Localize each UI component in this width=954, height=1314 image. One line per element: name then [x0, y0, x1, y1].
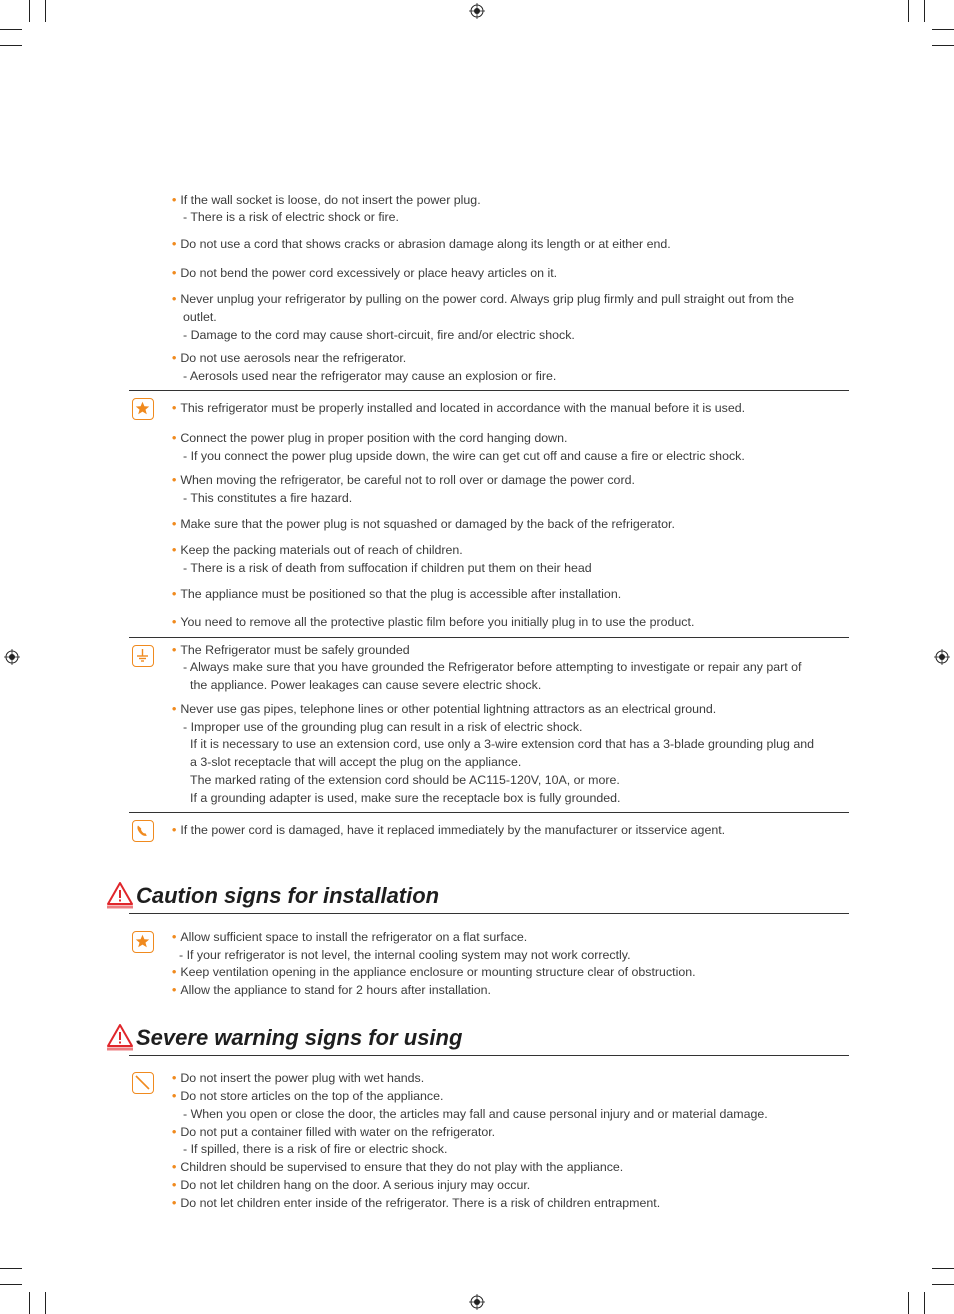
list-item: • Do not insert the power plug with wet hands. [172, 1071, 425, 1085]
list-subitem: - This constitutes a fire hazard. [183, 491, 353, 505]
warning-triangle-icon [106, 1023, 134, 1051]
list-item: • If the wall socket is loose, do not insert the power plug. [172, 193, 481, 207]
list-item: • Make sure that the power plug is not squashed or damaged by the back of the refrigerator. [172, 517, 675, 531]
list-item: • Never unplug your refrigerator by pulling on the power cord. Always grip plug firmly and pull straight out from the [172, 292, 794, 306]
section-title-severe: Severe warning signs for using [136, 1025, 463, 1050]
list-item: • Connect the power plug in proper position with the cord hanging down. [172, 431, 568, 445]
list-item: • This refrigerator must be properly installed and located in accordance with the manual before it is used. [172, 401, 746, 415]
list-item: • The Refrigerator must be safely grounded [172, 643, 410, 657]
list-subitem: - Always make sure that you have grounded the Refrigerator before attempting to investigate or repair any part of [183, 660, 802, 674]
list-subitem: - Damage to the cord may cause short-circuit, fire and/or electric shock. [183, 328, 575, 342]
list-item: • Do not put a container filled with water on the refrigerator. [172, 1125, 496, 1139]
list-item: • The appliance must be positioned so that the plug is accessible after installation. [172, 587, 622, 601]
divider [129, 812, 849, 813]
list-item: • If the power cord is damaged, have it replaced immediately by the manufacturer or itsservice agent. [172, 823, 726, 837]
warning-triangle-icon [106, 881, 134, 909]
registration-mark-icon [4, 649, 20, 665]
list-item: • Do not store articles on the top of the appliance. [172, 1089, 444, 1103]
divider [129, 913, 849, 914]
list-subitem: The marked rating of the extension cord should be AC115-120V, 10A, or more. [190, 773, 620, 787]
list-item: • You need to remove all the protective plastic film before you initially plug in to use the product. [172, 615, 695, 629]
list-item: • Do not let children hang on the door. A serious injury may occur. [172, 1178, 531, 1192]
list-subitem: - If spilled, there is a risk of fire or electric shock. [183, 1142, 448, 1156]
list-item: • Keep the packing materials out of reach of children. [172, 543, 463, 557]
list-item: • Do not bend the power cord excessively or place heavy articles on it. [172, 266, 558, 280]
star-icon [132, 398, 154, 420]
list-item: • Children should be supervised to ensure that they do not play with the appliance. [172, 1160, 624, 1174]
list-item: • Keep ventilation opening in the appliance enclosure or mounting structure clear of obstruction. [172, 965, 696, 979]
list-item: • Never use gas pipes, telephone lines or other potential lightning attractors as an electrical ground. [172, 702, 717, 716]
list-item: • When moving the refrigerator, be careful not to roll over or damage the power cord. [172, 473, 635, 487]
list-item: • Allow the appliance to stand for 2 hours after installation. [172, 983, 491, 997]
list-subitem: - If your refrigerator is not level, the internal cooling system may not work correctly. [179, 948, 631, 962]
divider [129, 637, 849, 638]
list-subitem: - Improper use of the grounding plug can result in a risk of electric shock. [183, 720, 583, 734]
list-item-continued: outlet. [183, 310, 217, 324]
ground-icon [132, 645, 154, 667]
divider [129, 390, 849, 391]
list-subitem: If a grounding adapter is used, make sure the receptacle box is fully grounded. [190, 791, 621, 805]
registration-mark-icon [469, 1294, 485, 1310]
registration-mark-icon [934, 649, 950, 665]
list-subitem: - When you open or close the door, the articles may fall and cause personal injury and or material damage. [183, 1107, 768, 1121]
registration-mark-icon [469, 3, 485, 19]
phone-icon [132, 820, 154, 842]
list-subitem: - There is a risk of electric shock or fire. [183, 210, 399, 224]
list-subitem: If it is necessary to use an extension cord, use only a 3-wire extension cord that has a 3-blade grounding plug and [190, 737, 815, 751]
list-subitem: - If you connect the power plug upside down, the wire can get cut off and cause a fire or electric shock. [183, 449, 745, 463]
star-icon [132, 931, 154, 953]
list-subitem: a 3-slot receptacle that will accept the plug on the appliance. [190, 755, 522, 769]
list-item: • Do not use a cord that shows cracks or abrasion damage along its length or at either end. [172, 237, 671, 251]
divider [129, 1055, 849, 1056]
list-item: • Allow sufficient space to install the refrigerator on a flat surface. [172, 930, 528, 944]
list-item: • Do not let children enter inside of the refrigerator. There is a risk of children entrapment. [172, 1196, 661, 1210]
list-subitem: the appliance. Power leakages can cause severe electric shock. [190, 678, 542, 692]
prohibit-icon [132, 1072, 154, 1094]
section-title-caution: Caution signs for installation [136, 883, 440, 908]
list-subitem: - Aerosols used near the refrigerator may cause an explosion or fire. [183, 369, 557, 383]
list-subitem: - There is a risk of death from suffocation if children put them on their head [183, 561, 592, 575]
list-item: • Do not use aerosols near the refrigerator. [172, 351, 407, 365]
